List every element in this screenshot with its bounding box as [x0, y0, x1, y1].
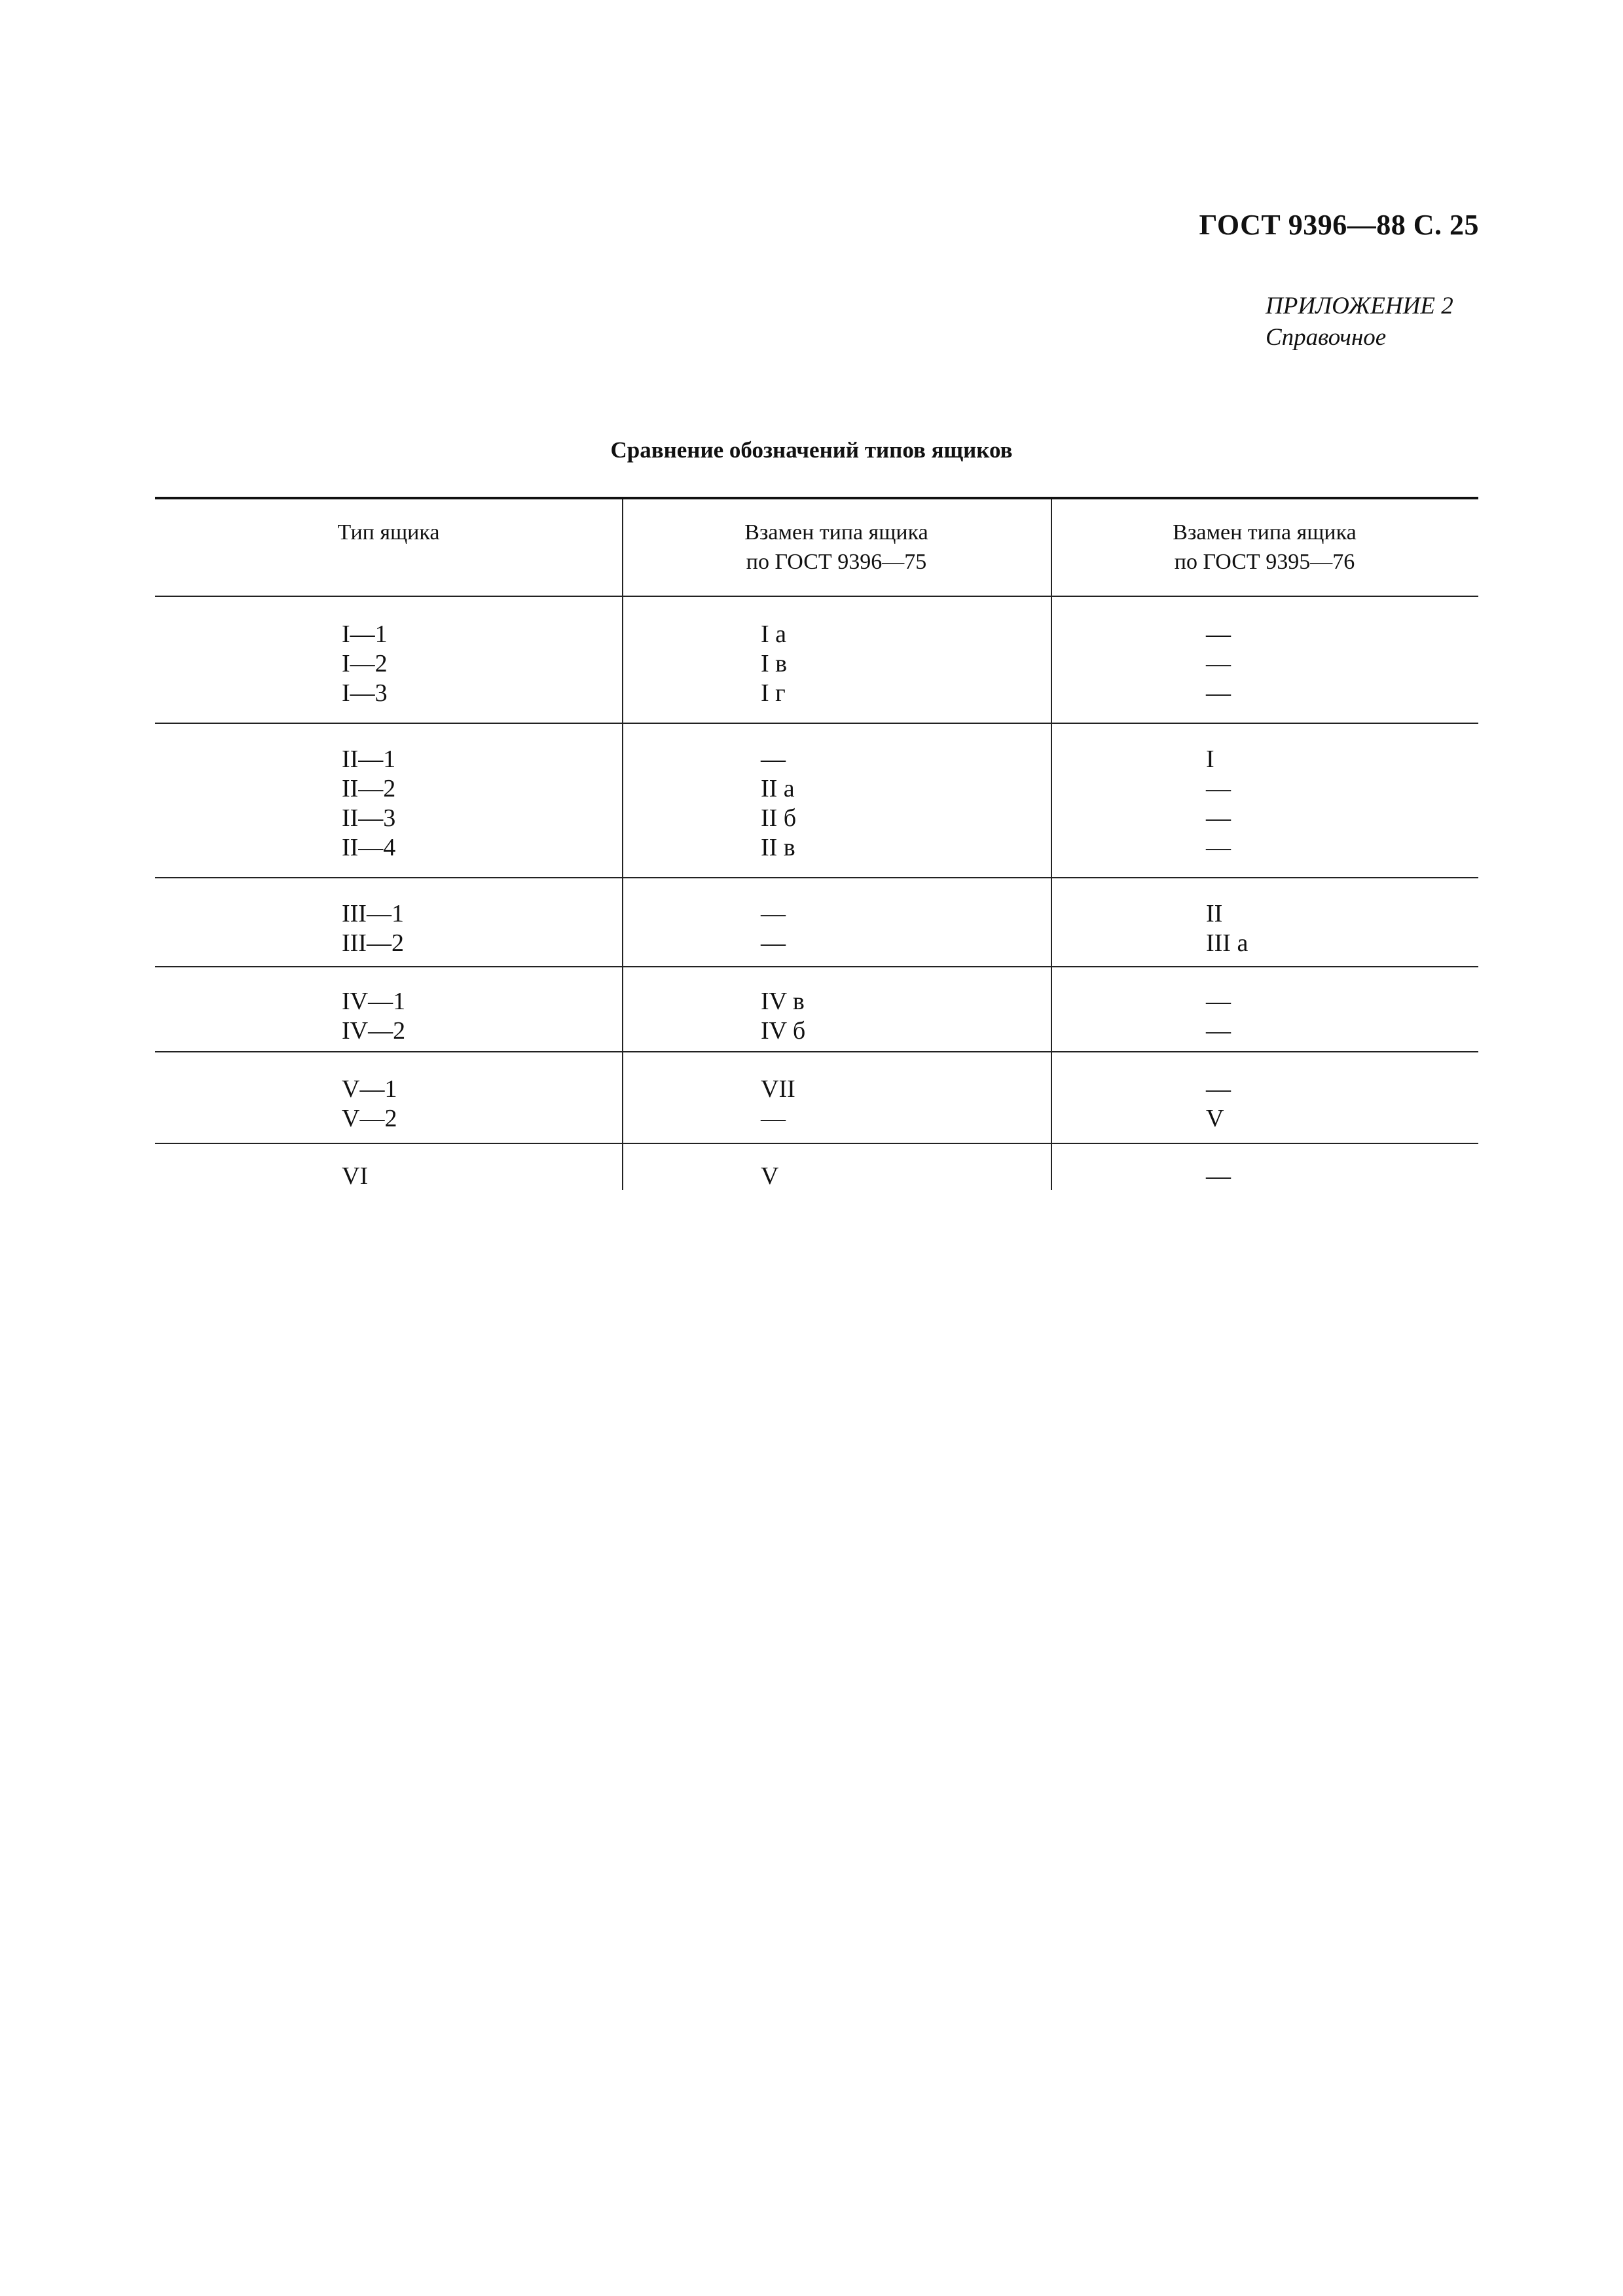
- appendix-note: Справочное: [1266, 324, 1387, 351]
- cell-line: —: [1206, 679, 1231, 707]
- column-header-line: Взамен типа ящика: [1173, 520, 1357, 545]
- cell-type: [342, 899, 404, 958]
- column-header-line: по ГОСТ 9395—76: [1174, 550, 1355, 574]
- page-header-doc-ref: ГОСТ 9396—88 С. 25: [1199, 209, 1479, 241]
- cell-gost-9395-76: [1206, 1075, 1231, 1134]
- cell-type: [342, 987, 405, 1046]
- cell-line: III а: [1206, 929, 1249, 957]
- cell-line: II—1: [342, 745, 396, 773]
- cell-line: V—1: [342, 1075, 397, 1103]
- cell-gost-9396-75: [761, 620, 787, 708]
- appendix-title: ПРИЛОЖЕНИЕ 2: [1266, 293, 1453, 319]
- cell-line: II—2: [342, 775, 396, 802]
- cell-line: I—3: [342, 679, 388, 707]
- cell-line: II—4: [342, 834, 396, 861]
- cell-line: VII: [761, 1075, 795, 1103]
- cell-line: —: [761, 1105, 786, 1132]
- cell-gost-9396-75: [761, 745, 796, 863]
- cell-line: —: [1206, 1017, 1231, 1045]
- comparison-table: [155, 497, 1478, 1190]
- cell-line: —: [1206, 804, 1231, 832]
- cell-line: I—1: [342, 620, 388, 648]
- cell-gost-9396-75: [761, 899, 786, 958]
- column-header-gost-9396-75: [622, 518, 1051, 577]
- cell-gost-9395-76: [1206, 745, 1231, 863]
- cell-line: IV б: [761, 1017, 806, 1045]
- row-divider: [155, 966, 1478, 967]
- cell-line: II в: [761, 834, 795, 861]
- cell-line: I—2: [342, 650, 388, 677]
- row-divider: [155, 1143, 1478, 1144]
- cell-line: I а: [761, 620, 787, 648]
- cell-line: —: [1206, 1162, 1231, 1190]
- cell-gost-9396-75: [761, 987, 805, 1046]
- cell-line: V—2: [342, 1105, 397, 1132]
- cell-type: [342, 745, 395, 863]
- row-divider: [155, 723, 1478, 724]
- cell-line: II а: [761, 775, 795, 802]
- cell-line: —: [1206, 650, 1231, 677]
- column-header-line: Тип ящика: [337, 520, 440, 545]
- cell-line: II б: [761, 804, 797, 832]
- cell-line: III—1: [342, 900, 404, 927]
- row-divider: [155, 1051, 1478, 1052]
- column-divider: [1051, 499, 1052, 1190]
- cell-type: [342, 1075, 397, 1134]
- appendix-block: [1266, 291, 1453, 353]
- cell-line: —: [761, 745, 786, 773]
- cell-gost-9395-76: [1206, 1162, 1231, 1191]
- column-header-line: по ГОСТ 9396—75: [746, 550, 927, 574]
- cell-gost-9396-75: [761, 1075, 795, 1134]
- cell-gost-9395-76: [1206, 620, 1231, 708]
- cell-line: —: [1206, 775, 1231, 802]
- cell-gost-9396-75: [761, 1162, 778, 1191]
- row-divider: [155, 877, 1478, 878]
- cell-line: I: [1206, 745, 1214, 773]
- cell-line: II—3: [342, 804, 396, 832]
- cell-line: —: [1206, 620, 1231, 648]
- table-title: Сравнение обозначений типов ящиков: [610, 437, 1013, 463]
- cell-line: —: [1206, 988, 1231, 1015]
- cell-line: —: [761, 900, 786, 927]
- cell-line: IV—1: [342, 988, 406, 1015]
- cell-line: —: [1206, 1075, 1231, 1103]
- cell-line: IV в: [761, 988, 805, 1015]
- cell-line: V: [761, 1162, 779, 1190]
- column-divider: [622, 499, 623, 1190]
- cell-line: —: [1206, 834, 1231, 861]
- cell-gost-9395-76: [1206, 987, 1231, 1046]
- cell-gost-9395-76: [1206, 899, 1248, 958]
- column-header-line: Взамен типа ящика: [744, 520, 928, 545]
- cell-type: [342, 620, 388, 708]
- row-divider: [155, 596, 1478, 597]
- cell-line: III—2: [342, 929, 404, 957]
- cell-line: I в: [761, 650, 788, 677]
- cell-line: IV—2: [342, 1017, 406, 1045]
- column-header-gost-9395-76: [1051, 518, 1478, 577]
- cell-line: —: [761, 929, 786, 957]
- column-header-type: [155, 518, 622, 547]
- cell-line: II: [1206, 900, 1223, 927]
- cell-type: [342, 1162, 368, 1191]
- cell-line: I г: [761, 679, 786, 707]
- cell-line: V: [1206, 1105, 1224, 1132]
- cell-line: VI: [342, 1162, 369, 1190]
